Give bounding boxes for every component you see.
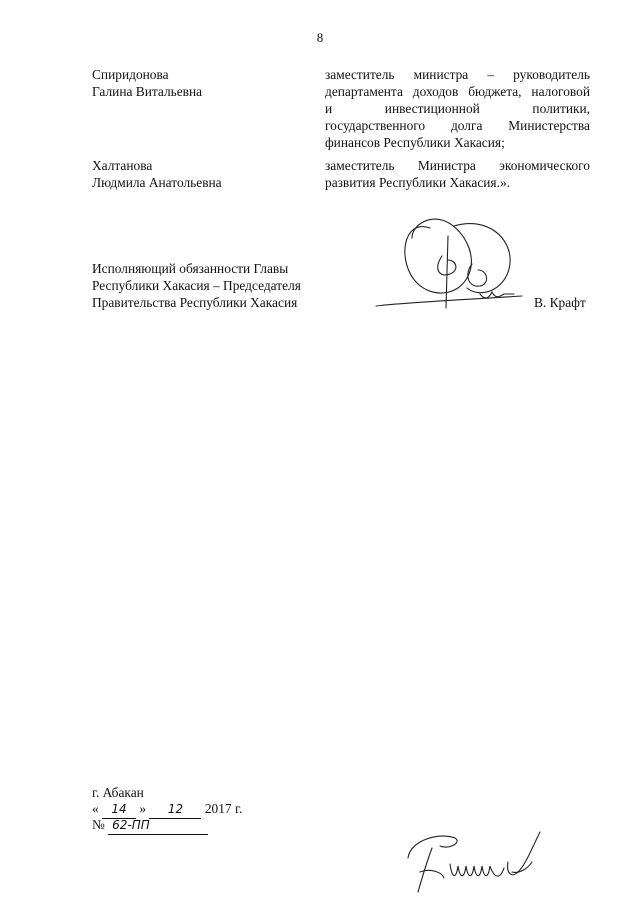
member-name (92, 66, 202, 100)
date-year: 2017 г. (204, 801, 243, 816)
date-day: 14 (102, 801, 136, 819)
city: г. Абакан (92, 785, 144, 800)
role-line-last: развития Республики Хакасия.». (325, 175, 510, 190)
role-line: департамента доходов бюджета, налоговой (325, 84, 590, 99)
signatory-title (92, 260, 301, 311)
role-line: государственного долга Министерства (325, 118, 590, 133)
page-number: 8 (316, 30, 324, 45)
signatory-title-line: Республики Хакасия – Председателя (92, 278, 301, 293)
member-name (92, 157, 222, 191)
member-surname: Спиридонова (92, 67, 169, 82)
role-line-last: финансов Республики Хакасия; (325, 135, 505, 150)
role-line: заместитель Министра экономического (325, 158, 590, 173)
member-role (325, 66, 590, 151)
document-number-line (92, 816, 208, 835)
document-number: 62-ПП (108, 817, 208, 835)
member-role (325, 157, 590, 191)
role-line: заместитель министра – руководитель (325, 67, 590, 82)
role-line: и инвестиционной политики, (325, 101, 590, 116)
approval-signature (400, 828, 550, 898)
member-given-name: Людмила Анатольевна (92, 175, 222, 190)
signatory-title-line: Правительства Республики Хакасия (92, 295, 298, 310)
signatory-title-line: Исполняющий обязанности Главы (92, 261, 289, 276)
number-sign: № (92, 817, 105, 832)
date-month: 12 (149, 801, 201, 819)
date-quote-open: « (92, 801, 99, 816)
member-surname: Халтанова (92, 158, 153, 173)
signatory-name: В. Крафт (534, 295, 586, 310)
date-quote-close: » (139, 801, 147, 816)
handwritten-signature (372, 208, 532, 320)
member-given-name: Галина Витальевна (92, 84, 203, 99)
